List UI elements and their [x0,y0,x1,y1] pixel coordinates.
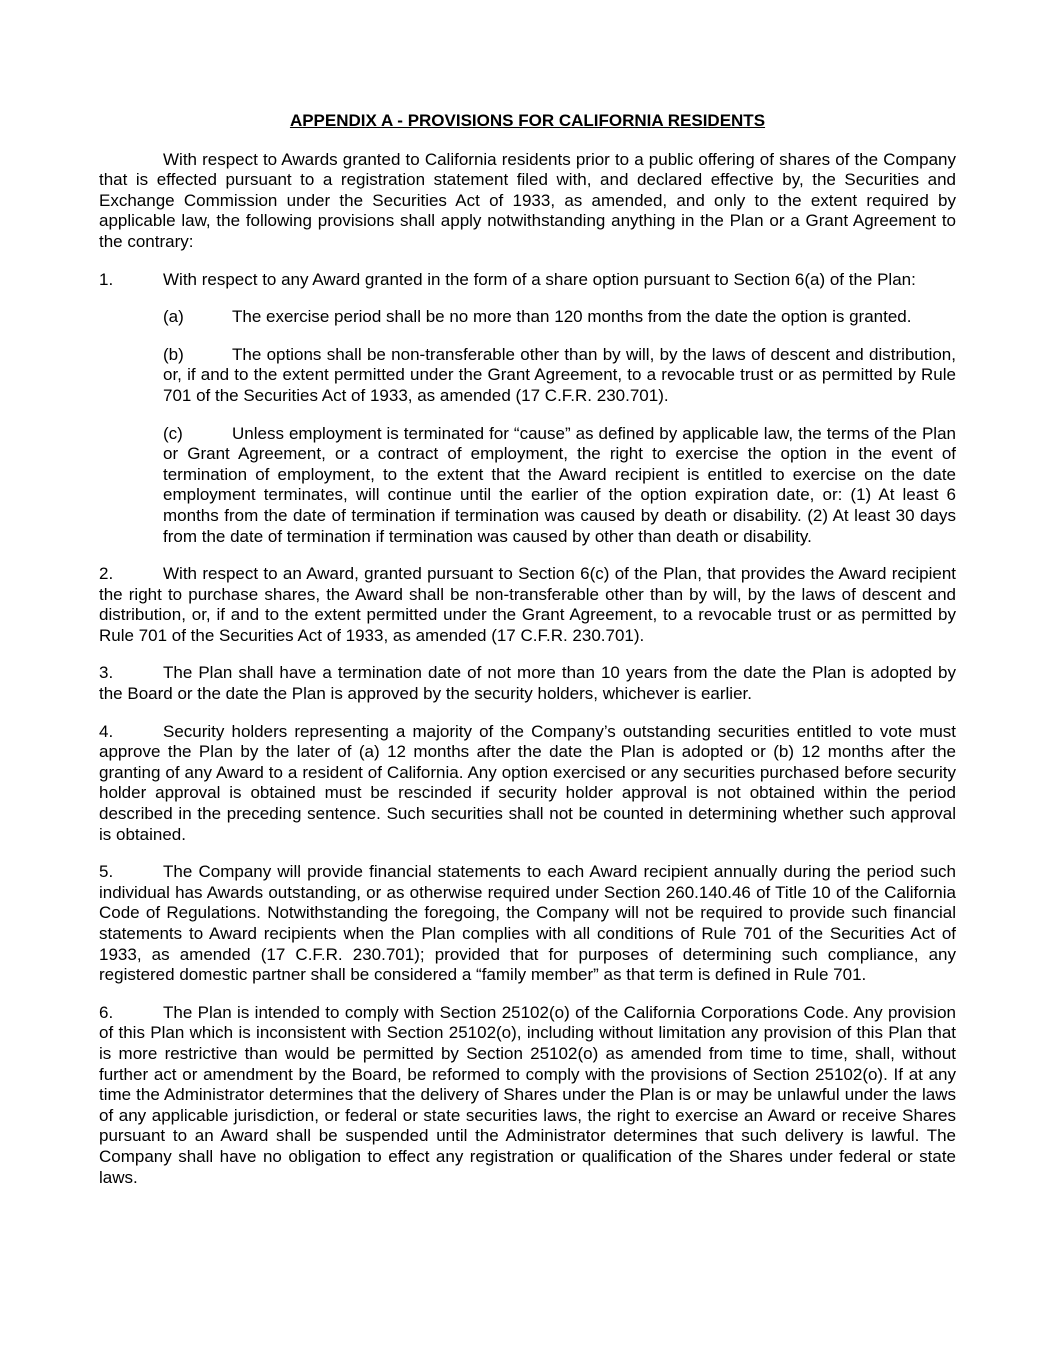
section-1-paragraph [99,270,956,291]
section-6-number: 6. [99,1002,114,1022]
section-1b-paragraph [163,345,956,407]
section-3-text: The Plan shall have a termination date of not more than 10 years from the date the Plan is adopted by the Board or the date the Plan is approved by the security holders, whichever is earlier. [99,663,956,704]
section-6-text: The Plan is intended to comply with Section 25102(o) of the California Corporations Code. Any provision of this Plan which is inconsistent with Section 25102(o), including without limitation any provision of this Plan that is more restrictive than would be permitted by Section 25102(o) as amended from time to time, shall, without further act or amendment by the Board, be reformed to comply with the provisions of Section 25102(o). If at any time the Administrator determines that the delivery of Shares under the Plan is or may be unlawful under the laws of any applicable jurisdiction, or federal or state securities laws, the right to exercise an Award or receive Shares pursuant to an Award shall be suspended until the Administrator determines that such delivery is lawful. The Company shall have no obligation to effect any registration or qualification of the Shares under federal or state laws. [99,1002,956,1187]
section-5-text: The Company will provide financial statements to each Award recipient annually during the period such individual has Awards outstanding, or as otherwise required under Section 260.140.46 of Title 10 of the California Code of Regulations. Notwithstanding the foregoing, the Company will not be required to provide such financial statements to Award recipients when the Plan complies with all conditions of Rule 701 of the Securities Act of 1933, as amended (17 C.F.R. 230.701); provided that for purposes of determining such compliance, any registered domestic partner shall be considered a “family member” as that term is defined in Rule 701. [99,862,956,985]
section-1a-label: (a) [163,307,184,327]
section-4-text: Security holders representing a majority of the Company’s outstanding securities entitled to vote must approve the Plan by the later of (a) 12 months after the date the Plan is adopted or (b) 12 months after the granting of any Award to a resident of California. Any option exercised or any securities purchased before security holder approval is obtained must be rescinded if security holder approval is not obtained within the period described in the preceding sentence. Such securities shall not be counted in determining whether such approval is obtained. [99,721,956,844]
section-3-paragraph [99,663,956,704]
section-5-paragraph [99,862,956,986]
section-2-text: With respect to an Award, granted pursuant to Section 6(c) of the Plan, that provides the Award recipient the right to purchase shares, the Award shall be non-transferable other than by will, by the laws of descent and distribution, or, if and to the extent permitted under the Grant Agreement, to a revocable trust or as permitted by Rule 701 of the Securities Act of 1933, as amended (17 C.F.R. 230.701). [99,564,956,645]
document-title: APPENDIX A - PROVISIONS FOR CALIFORNIA RESIDENTS [289,111,766,130]
section-1c-paragraph [163,424,956,548]
section-3-number: 3. [99,663,114,683]
section-6-paragraph [99,1003,956,1188]
section-2-number: 2. [99,564,114,584]
section-4-number: 4. [99,721,114,741]
intro-paragraph: With respect to Awards granted to California residents prior to a public offering of shares of the Company that is effected pursuant to a registration statement filed with, and declared effective by, the Securities and Exchange Commission under the Securities Act of 1933, as amended, and only to the extent required by applicable law, the following provisions shall apply notwithstanding anything in the Plan or a Grant Agreement to the contrary: [99,149,956,251]
section-1-text: With respect to any Award granted in the form of a share option pursuant to Section 6(a) of the Plan: [163,269,916,289]
section-1c-text: Unless employment is terminated for “cause” as defined by applicable law, the terms of the Plan or Grant Agreement, or a contract of employment, the right to exercise the option in the event of termination of employment, to the extent that the Award recipient is entitled to exercise on the date employment terminates, will continue until the earlier of the option expiration date, or: (1) At least 6 months from the date of termination if termination was caused by death or disability. (2) At least 30 days from the date of termination if termination was caused by other than death or disability. [163,423,956,546]
section-1b-text: The options shall be non-transferable other than by will, by the laws of descent and distribution, or, if and to the extent permitted under the Grant Agreement, to a revocable trust or as permitted by Rule 701 of the Securities Act of 1933, as amended (17 C.F.R. 230.701). [163,344,956,405]
section-1-number: 1. [99,269,114,289]
section-2-paragraph [99,564,956,646]
section-4-paragraph [99,722,956,846]
section-5-number: 5. [99,862,114,882]
section-1a-text: The exercise period shall be no more than 120 months from the date the option is granted. [232,307,912,327]
section-1b-label: (b) [163,344,184,364]
section-1a-paragraph [163,307,956,328]
section-1c-label: (c) [163,423,183,443]
